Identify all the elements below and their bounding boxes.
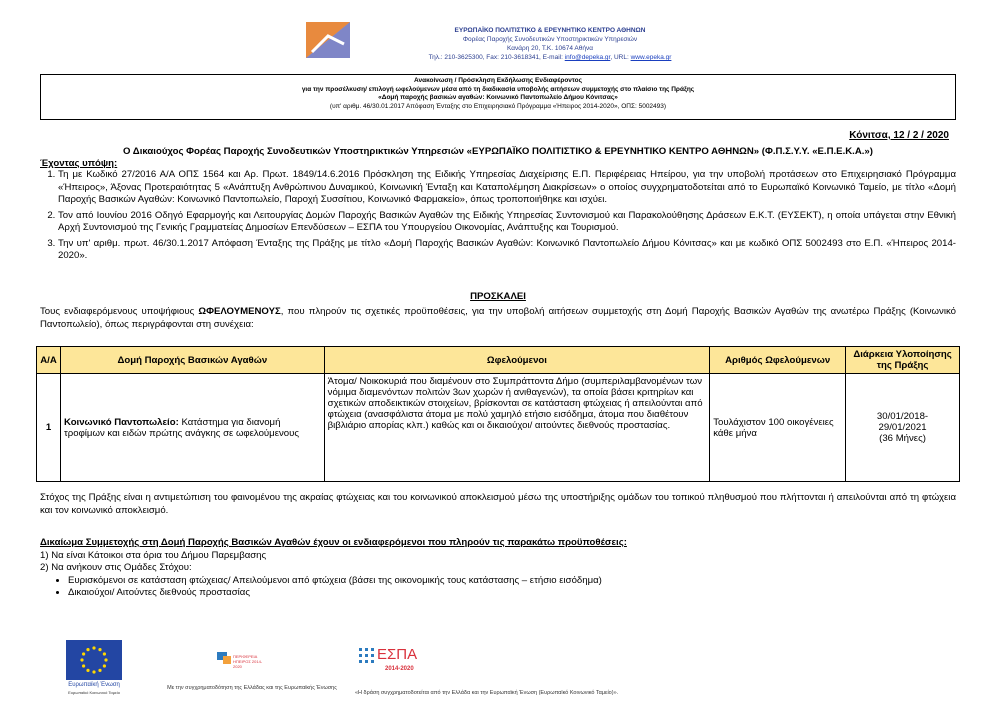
- table-row: [37, 374, 960, 482]
- espa-label: ΕΣΠΑ: [377, 646, 418, 663]
- issuer-heading: Ο Δικαιούχος Φορέας Παροχής Συνοδευτικών Υποστηρικτικών Υπηρεσιών «ΕΥΡΩΠΑΪΚΟ ΠΟΛΙΤΙΣΤΙΚΟ & ΕΡΕΥΝΗΤΙΚΟ ΚΕΝΤΡΟ ΑΘΗΝΩΝ» (Φ.Π.Σ.Υ.Υ. «Ε.Π.Ε.Κ.Α.»): [123, 146, 873, 157]
- cell-beneficiaries: Άτομα/ Νοικοκυριά που διαμένουν στο Συμπράττοντα Δήμο (συμπεριλαμβανομένων των νόμιμα διαμενόντων πολιτών 3ων χωρών ή ανιθαγενών), τα οποία βάσει κριτηρίων και σχετικών αποδεικτικών στοιχείων, βρίσκονται σε κατάσταση φτώχειας ή απειλούνται από φτώχεια (ανασφάλιστα άτομα με πολύ χαμηλό ετήσιο εισόδημα, άτομα που διαθέτουν βιβλιάριο απορίας κλπ.) καθώς και οι δικαιούχοι/ αιτούντες διεθνούς προστασίας.: [324, 374, 710, 482]
- org-address: Κανάρη 20, Τ.Κ. 10674 Αθήνα: [507, 45, 593, 52]
- consideration-item: 3. Την υπ' αριθμ. πρωτ. 46/30.1.2017 Απόφαση Ένταξης της Πράξης με τίτλο «Δομή Παροχής Βασικών Αγαθών: Κοινωνικό Παντοπωλείο Δήμου Κόνιτσας» και με κωδικό ΟΠΣ 5002493 στο Ε.Π. «Ήπειρος 2014-2020».: [58, 238, 956, 263]
- notice-box: [40, 74, 956, 120]
- cell-num: 1: [37, 374, 61, 482]
- considerations-title: Έχοντας υπόψη:: [40, 158, 118, 169]
- org-name: ΕΥΡΩΠΑΪΚΟ ΠΟΛΙΤΙΣΤΙΚΟ & ΕΡΕΥΝΗΤΙΚΟ ΚΕΝΤΡΟ ΑΘΗΝΩΝ: [454, 27, 646, 34]
- org-type: Φορέας Παροχής Συνοδευτικών Υποστηρικτικών Υπηρεσιών: [462, 36, 638, 43]
- epeka-logo: [306, 22, 350, 58]
- espa-logo: [355, 644, 425, 684]
- cofund-text: Με την συγχρηματοδότηση της Ελλάδας και της Ευρωπαϊκής Ένωσης: [167, 685, 337, 691]
- eu-label: Ευρωπαϊκή Ένωση: [68, 682, 120, 688]
- espa-text: «Η δράση συγχρηματοδοτείται από την Ελλάδα και την Ευρωπαϊκή Ένωση (Ευρωπαϊκό Κοινωνικό Ταμείο)».: [355, 690, 619, 696]
- eu-flag-logo: [66, 640, 122, 680]
- eligibility-item: 1) Να είναι Κάτοικοι στα όρια του Δήμου Παρεμβασης: [40, 549, 267, 561]
- structure-table: [36, 346, 960, 482]
- consideration-item: 2. Τον από Ιουνίου 2016 Οδηγό Εφαρμογής και Λειτουργίας Δομών Παροχής Βασικών Αγαθών της Ειδικής Υπηρεσίας Συντονισμού και Παρακολούθησης Δράσεων Ε.Κ.Τ. (ΕΥΣΕΚΤ), η οποία υπάγεται στην Εθνική Αρχή Συντονισμού της Γενικής Γραμματείας Δημοσίων Επενδύσεων – ΕΣΠΑ του Υπουργείου Οικονομίας, Ανάπτυξης και Τουρισμού.: [58, 210, 956, 235]
- espa-years: 2014-2020: [385, 666, 414, 672]
- target-group-item: • Ευρισκόμενοι σε κατάσταση φτώχειας/ Απειλούμενοι από φτώχεια (βάσει της οικονομικής τους κατάστασης – ετήσιο εισόδημα): [68, 575, 956, 588]
- invite-title: ΠΡΟΣΚΑΛΕΙ: [470, 291, 526, 302]
- target-group-item: • Δικαιούχοι/ Αιτούντες διεθνούς προστασίας: [68, 587, 956, 600]
- header-structure: Δομή Παροχής Βασικών Αγαθών: [60, 347, 324, 374]
- website-link[interactable]: www.epeka.gr: [630, 54, 672, 61]
- region-logo: [215, 648, 271, 674]
- eligibility-section: [40, 537, 956, 600]
- cell-duration: 30/01/2018- 29/01/2021 (36 Μήνες): [846, 374, 960, 482]
- header-duration: Διάρκεια Υλοποίησης της Πράξης: [846, 347, 960, 374]
- considerations-list: [40, 169, 956, 263]
- invite-paragraph: Τους ενδιαφερόμενους υποψήφιους ΩΦΕΛΟΥΜΕΝΟΥΣ, που πληρούν τις σχετικές προϋποθέσεις, για την υποβολή αιτήσεων συμμετοχής στη Δομή Παροχής Βασικών Αγαθών της ανωτέρω Πράξης (Κοινωνικό Παντοπωλείο), όπως περιγράφονται στη συνέχεια:: [40, 306, 956, 330]
- header-beneficiaries: Ωφελούμενοι: [324, 347, 710, 374]
- header-num: Α/Α: [37, 347, 61, 374]
- cell-structure: Κοινωνικό Παντοπωλείο: Κατάστημα για διανομή τροφίμων και ειδών πρώτης ανάγκης σε ωφελούμενους: [60, 374, 324, 482]
- notice-line-2: για την προσέλκυση/ επιλογή ωφελούμενων μέσα από τη διαδικασία υποβολής αιτήσεων συμμετοχής στο πλαίσιο της Πράξης: [301, 85, 695, 93]
- document-date: Κόνιτσα, 12 / 2 / 2020: [849, 130, 949, 141]
- email-link[interactable]: info@depeka.gr: [564, 54, 611, 61]
- notice-line-3: «Δομή παροχής βασικών αγαθών: Κοινωνικό Παντοπωλείο Δήμου Κόνιτσας»: [378, 94, 618, 102]
- eu-subtitle: Ευρωπαϊκό Κοινωνικό Ταμείο: [68, 690, 120, 695]
- eligibility-item: 2) Να ανήκουν στις Ομάδες Στόχου:: [40, 562, 192, 573]
- notice-line-1: Ανακοίνωση / Πρόσκληση Εκδήλωσης Ενδιαφέροντος: [414, 77, 582, 84]
- region-label: ΠΕΡΙΦΕΡΕΙΑ ΗΠΕΙΡΟΣ 2014-2020: [233, 654, 263, 669]
- org-contact: Τηλ.: 210-3625300, Fax: 210-3618341, E-mail: info@depeka.gr, URL: www.epeka.gr: [428, 54, 672, 61]
- cell-count: Τουλάχιστον 100 οικογένειες κάθε μήνα: [710, 374, 846, 482]
- eligibility-title: Δικαίωμα Συμμετοχής στη Δομή Παροχής Βασικών Αγαθών έχουν οι ενδιαφερόμενοι που πληρούν τις παρακάτω προϋποθέσεις:: [40, 537, 627, 548]
- notice-line-4: (υπ' αριθμ. 46/30.01.2017 Απόφαση Ένταξης στο Επιχειρησιακό Πρόγραμμα «Ήπειρος 2014-2020», ΟΠΣ: 5002493): [329, 102, 667, 110]
- target-groups-list: [40, 575, 956, 600]
- organization-info: [360, 26, 740, 62]
- considerations-section: [40, 158, 956, 266]
- goal-paragraph: Στόχος της Πράξης είναι η αντιμετώπιση του φαινομένου της ακραίας φτώχειας και του κοινωνικού αποκλεισμού μέσω της υποστήριξης ομάδων του τοπικού πληθυσμού που πλήττονται ή απειλούνται από τη φτώχεια και τον κοινωνικό αποκλεισμό.: [40, 492, 956, 516]
- table-header-row: [37, 347, 960, 374]
- header-count: Αριθμός Ωφελούμενων: [710, 347, 846, 374]
- consideration-item: 1. Τη με Κωδικό 27/2016 Α/Α ΟΠΣ 1564 και Αρ. Πρωτ. 1849/14.6.2016 Πρόσκληση της Ειδικής Υπηρεσίας Διαχείρισης Ε.Π. Περιφέρειας Ηπείρου, για την υποβολή προτάσεων στο Επιχειρησιακό Πρόγραμμα «Ήπειρος», Άξονας Προτεραιότητας 5 «Ανάπτυξη Ανθρώπινου Δυναμικού, Κοινωνική Ένταξη και Καταπολέμηση Διακρίσεων» ο οποίος συγχρηματοδοτείται από το Ευρωπαϊκό Κοινωνικό Ταμείο, με τίτλο «Δομή Παροχής Βασικών Αγαθών: Κοινωνικό Παντοπωλείο, Παροχή Συσσίτιου, Κοινωνικό Φαρμακείο», όπως τροποποιήθηκε και ισχύει.: [58, 169, 956, 207]
